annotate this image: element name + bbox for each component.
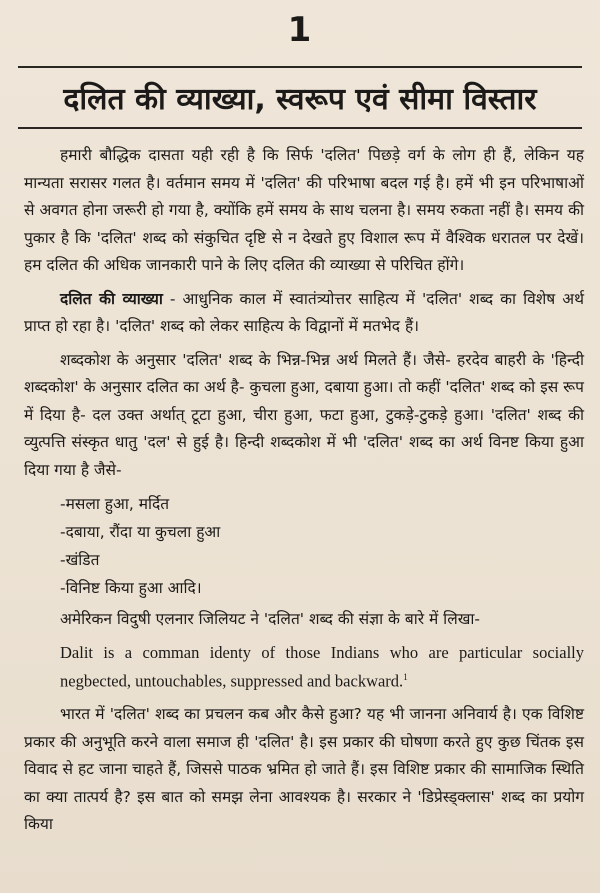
title-rule-top (18, 66, 582, 68)
list-item: -विनिष्ट किया हुआ आदि। (60, 579, 202, 597)
paragraph-intro: हमारी बौद्धिक दासता यही रही है कि सिर्फ 'दलित' पिछड़े वर्ग के लोग ही हैं, लेकिन यह मान्यता सरासर गलत है। वर्तमान समय में 'दलित' की परिभाषा बदल गई है। हमें भी इन परिभाषाओं से अवगत होना जरूरी हो गया है, क्योंकि हमें समय के साथ चलना है। समय रुकता नहीं है। समय की पुकार है कि 'दलित' शब्द को संकुचित दृष्टि से न देखते हुए विशाल रूप में वैश्विक धरातल पर देखें। हम दलित की अधिक जानकारी पाने के लिए दलित की व्याख्या से परिचित होंगे। (24, 146, 584, 274)
paragraph-history: भारत में 'दलित' शब्द का प्रचलन कब और कैसे हुआ? यह भी जानना अनिवार्य है। एक विशिष्ट प्रकार की अनुभूति करने वाला समाज ही 'दलित' है। इस प्रकार की घोषणा करते हुए कुछ चिंतक इस विवाद से हट जाना चाहते हैं, जिससे पाठक भ्रमित हो जाते हैं। इस विशिष्ट प्रकार की सामाजिक स्थिति का क्या तात्पर्य है? इस बात को समझ लेना आवश्यक है। सरकार ने 'डिप्रेस्ड्क्लास' शब्द का प्रयोग किया (24, 705, 584, 833)
footnote-marker: 1 (403, 671, 408, 682)
body-text (24, 142, 584, 845)
meaning-list (60, 490, 584, 602)
english-quote (60, 640, 584, 694)
list-item: -खंडित (60, 551, 100, 569)
list-item: -मसला हुआ, मर्दित (60, 495, 170, 513)
definition-text: - आधुनिक काल में स्वातंत्र्योत्तर साहित्य में 'दलित' शब्द का विशेष अर्थ प्राप्त हो रहा है। 'दलित' शब्द को लेकर साहित्य के विद्वानों में मतभेद हैं। (24, 289, 584, 335)
paragraph-dictionary: शब्दकोश के अनुसार 'दलित' शब्द के भिन्न-भिन्न अर्थ मिलते हैं। जैसे- हरदेव बाहरी के 'हिन्दी शब्दकोश' के अनुसार दलित का अर्थ है- कुचला हुआ, दबाया हुआ। तो कहीं 'दलित' शब्द को इस रूप में दिया है- दल उक्त अर्थात् टूटा हुआ, चीरा हुआ, फटा हुआ, टुकड़े-टुकड़े हुआ। 'दलित' शब्द की व्युत्पत्ति संस्कृत धातु 'दल' से हुई है। हिन्दी शब्दकोश में भी 'दलित' शब्द का अर्थ विनष्ट किया हुआ दिया गया है जैसे- (24, 350, 584, 479)
definition-heading: दलित की व्याख्या (60, 289, 163, 308)
title-rule-bottom (18, 127, 582, 129)
chapter-title: दलित की व्याख्या, स्वरूप एवं सीमा विस्तार (63, 82, 537, 117)
list-item: -दबाया, रौंदा या कुचला हुआ (60, 523, 221, 541)
paragraph-definition (24, 286, 584, 341)
quote-text: Dalit is a comman identy of those Indians who are particular socially negbected, untouchables, suppressed and backward. (60, 642, 584, 690)
paragraph-zelliot: अमेरिकन विदुषी एलनार जिलियट ने 'दलित' शब्द की संज्ञा के बारे में लिखा- (60, 610, 480, 628)
chapter-number: 1 (287, 10, 313, 50)
